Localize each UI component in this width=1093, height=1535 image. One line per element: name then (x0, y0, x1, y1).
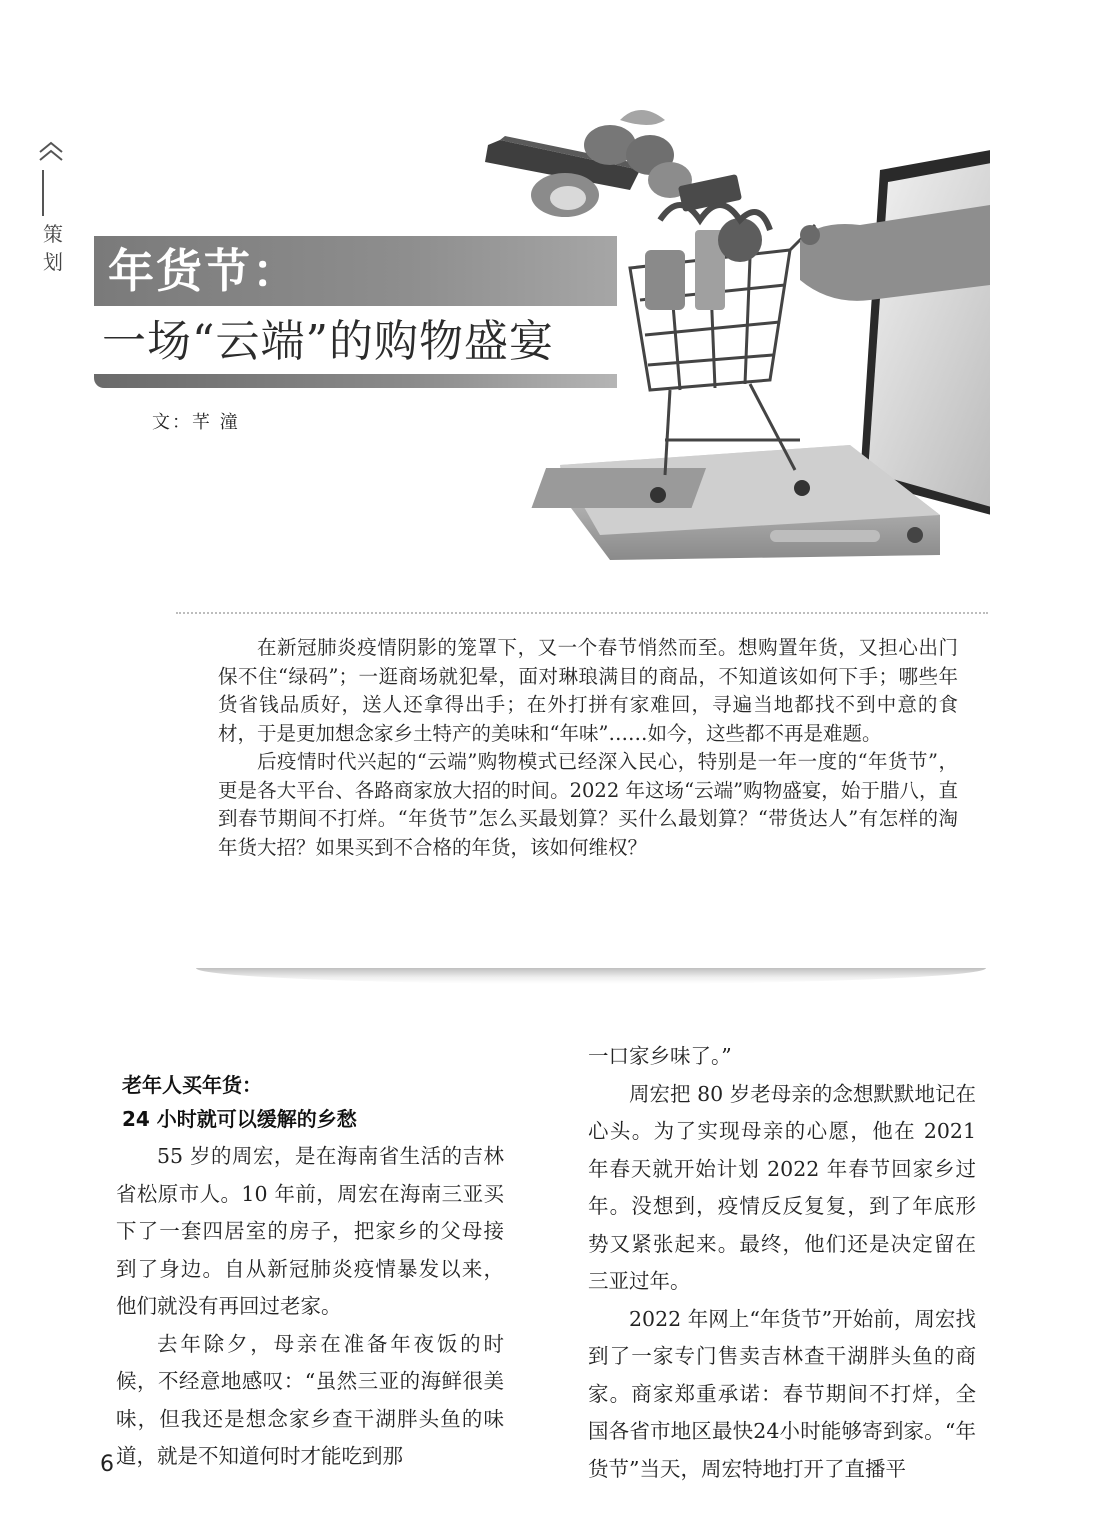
right-column (588, 1038, 976, 1488)
section-label-char-2: 划 (43, 250, 63, 274)
page-title-line-2: 一场“云端”的购物盛宴 (102, 316, 554, 367)
intro-block (218, 634, 958, 862)
double-chevron-up-icon (36, 136, 66, 180)
intro-paragraph: 后疫情时代兴起的“云端”购物模式已经深入民心，特别是一年一度的“年货节”，更是各大平台、各路商家放大招的时间。2022 年这场“云端”购物盛宴，始于腊八，直到春节期间不打烊。“年货节”怎么买最划算？买什么最划算？“带货达人”有怎样的淘年货大招？如果买到不合格的年货，该如何维权？ (218, 750, 958, 859)
page-title-line-1: 年货节： (108, 244, 300, 298)
section-label-char-1: 策 (43, 222, 63, 246)
body-paragraph: 去年除夕，母亲在准备年夜饭的时候，不经意地感叹：“虽然三亚的海鲜很美味，但我还是想念家乡查干湖胖头鱼的味道，就是不知道何时才能吃到那 (116, 1331, 504, 1468)
body-paragraph-continued: 一口家乡味了。” (588, 1044, 732, 1068)
title-underline-bar (94, 374, 617, 388)
section-label (40, 220, 66, 276)
intro-shadow (196, 968, 986, 984)
subheading-line-1: 老年人买年货： (122, 1073, 262, 1097)
subheading-line-2: 24 小时就可以缓解的乡愁 (122, 1107, 357, 1131)
section-divider (42, 170, 44, 216)
body-paragraph: 55 岁的周宏，是在海南省生活的吉林省松原市人。10 年前，周宏在海南三亚买下了一套四居室的房子，把家乡的父母接到了身边。自从新冠肺炎疫情暴发以来，他们就没有再回过老家。 (116, 1144, 504, 1318)
author-byline: 文：芊 潼 (152, 412, 240, 433)
body-paragraph: 2022 年网上“年货节”开始前，周宏找到了一家专门售卖吉林查干湖胖头鱼的商家。商家郑重承诺：春节期间不打烊，全国各省市地区最快24小时能够寄到家。“年货节”当天，周宏特地打开了直播平 (588, 1306, 976, 1481)
left-column (116, 1138, 504, 1476)
page-number: 6 (100, 1452, 114, 1477)
body-paragraph: 周宏把 80 岁老母亲的念想默默地记在心头。为了实现母亲的心愿，他在 2021 年春天就开始计划 2022 年春节回家乡过年。没想到，疫情反反复复，到了年底形势又紧张起来。最终，他们还是决定留在三亚过年。 (588, 1081, 976, 1293)
dotted-separator (176, 612, 988, 614)
intro-paragraph: 在新冠肺炎疫情阴影的笼罩下，又一个春节悄然而至。想购置年货，又担心出门保不住“绿码”；一逛商场就犯晕，面对琳琅满目的商品，不知道该如何下手；哪些年货省钱品质好，送人还拿得出手；在外打拼有家难回，寻遍当地都找不到中意的食材，于是更加想念家乡土特产的美味和“年味”……如今，这些都不再是难题。 (218, 636, 958, 745)
